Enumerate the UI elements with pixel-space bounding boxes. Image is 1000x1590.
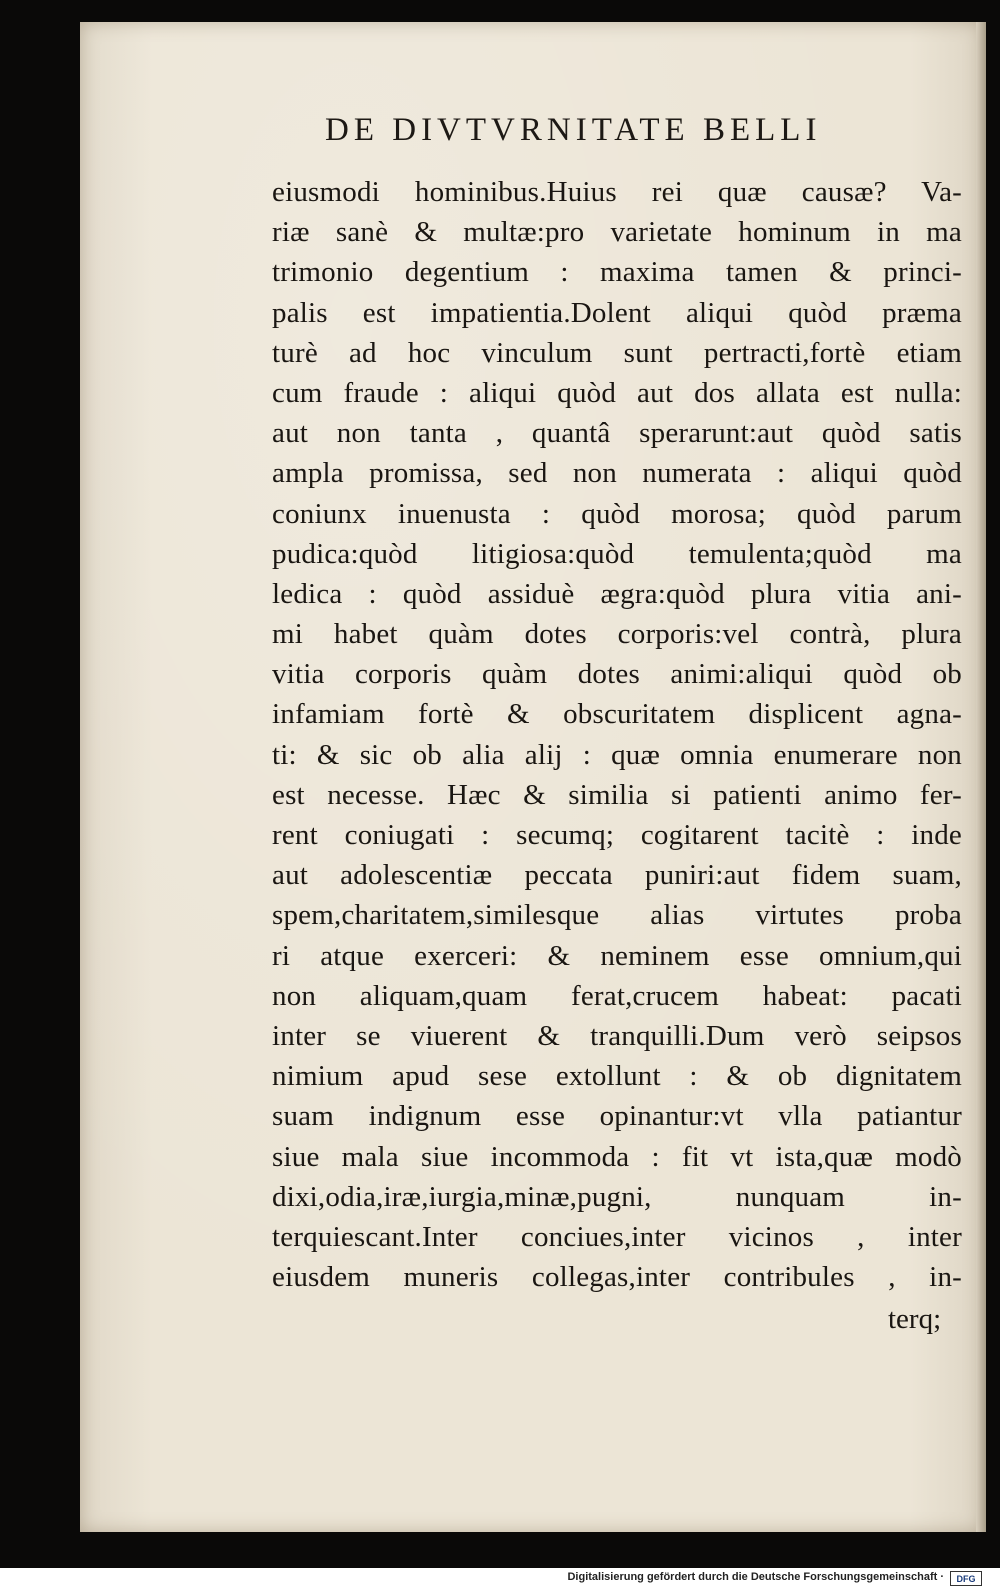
text-line: vitia corporis quàm dotes animi:aliqui quòd ob <box>272 658 962 691</box>
text-line: trimonio degentium : maxima tamen & princi- <box>272 256 962 289</box>
running-head: DE DIVTVRNITATE BELLI <box>325 112 822 148</box>
text-line: riæ sanè & multæ:pro varietate hominum in ma <box>272 216 962 249</box>
text-line: non aliquam,quam ferat,crucem habeat: pacati <box>272 979 962 1012</box>
text-line: ri atque exerceri: & neminem esse omnium,qui <box>272 939 962 972</box>
text-line: ampla promissa, sed non numerata : aliqui quòd <box>272 457 962 490</box>
text-line: aut adolescentiæ peccata puniri:aut fidem suam, <box>272 859 962 892</box>
text-line: spem,charitatem,similesque alias virtutes proba <box>272 899 962 932</box>
footer-strip <box>0 1568 1000 1590</box>
text-line: siue mala siue incommoda : fit vt ista,quæ modò <box>272 1140 962 1173</box>
text-line: eiusmodi hominibus.Huius rei quæ causæ? Va- <box>272 176 962 208</box>
text-line: suam indignum esse opinantur:vt vlla patiantur <box>272 1100 962 1133</box>
text-line: mi habet quàm dotes corporis:vel contrà, plura <box>272 618 962 651</box>
text-line: rent coniugati : secumq; cogitarent tacitè : inde <box>272 819 962 851</box>
text-line: est necesse. Hæc & similia si patienti animo fer- <box>272 778 962 811</box>
text-line: infamiam fortè & obscuritatem displicent agna- <box>272 698 962 731</box>
text-line: turè ad hoc vinculum sunt pertracti,fortè etiam <box>272 336 962 369</box>
text-line: palis est impatientia.Dolent aliqui quòd præma <box>272 296 962 329</box>
text-line: ti: & sic ob alia alij : quæ omnia enumerare non <box>272 738 962 771</box>
text-line: cum fraude : aliqui quòd aut dos allata est nulla: <box>272 376 962 409</box>
dfg-logo: DFG <box>950 1571 982 1586</box>
text-line: terquiescant.Inter conciues,inter vicinos , inter <box>272 1220 962 1253</box>
text-line: aut non tanta , quantâ sperarunt:aut quòd satis <box>272 417 962 450</box>
text-line: nimium apud sese extollunt : & ob dignitatem <box>272 1060 962 1093</box>
funding-credit: Digitalisierung gefördert durch die Deutsche Forschungsgemeinschaft · <box>567 1571 944 1583</box>
text-line: dixi,odia,iræ,iurgia,minæ,pugni, nunquam in- <box>272 1180 962 1213</box>
text-line: ledica : quòd assiduè ægra:quòd plura vitia ani- <box>272 577 962 610</box>
text-block <box>272 172 962 1297</box>
catchword: terq; <box>888 1303 942 1335</box>
text-line: pudica:quòd litigiosa:quòd temulenta;quòd ma <box>272 537 962 570</box>
text-line: inter se viuerent & tranquilli.Dum verò seipsos <box>272 1019 962 1052</box>
page-edge <box>976 22 986 1532</box>
text-line: coniunx inuenusta : quòd morosa; quòd parum <box>272 497 962 530</box>
text-line: eiusdem muneris collegas,inter contribules , in- <box>272 1261 962 1294</box>
